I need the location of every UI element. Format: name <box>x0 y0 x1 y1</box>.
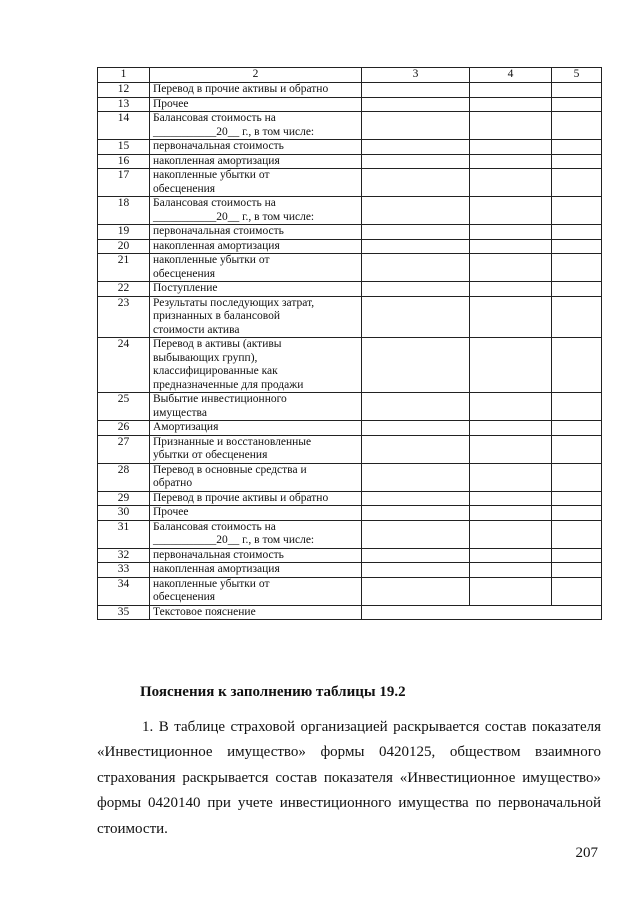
table-row <box>98 112 602 140</box>
indicator-name-cell: накопленная амортизация <box>150 239 362 254</box>
empty-merged-cell <box>362 605 602 620</box>
table-row <box>98 225 602 240</box>
empty-value-cell <box>552 463 602 491</box>
indicator-name-cell: Поступление <box>150 282 362 297</box>
indicator-name-cell: Балансовая стоимость на ___________20__ г., в том числе: <box>150 112 362 140</box>
empty-value-cell <box>552 520 602 548</box>
indicator-name-cell: Балансовая стоимость на ___________20__ г., в том числе: <box>150 197 362 225</box>
indicator-name-cell: Текстовое пояснение <box>150 605 362 620</box>
table-row <box>98 463 602 491</box>
indicator-name-cell: накопленная амортизация <box>150 563 362 578</box>
table-row <box>98 491 602 506</box>
empty-value-cell <box>552 577 602 605</box>
indicator-name-cell: накопленные убытки от обесценения <box>150 254 362 282</box>
header-cell: 2 <box>150 68 362 83</box>
empty-value-cell <box>362 112 470 140</box>
empty-value-cell <box>552 506 602 521</box>
row-number-cell: 22 <box>98 282 150 297</box>
indicator-name-cell: Перевод в основные средства и обратно <box>150 463 362 491</box>
empty-value-cell <box>362 506 470 521</box>
empty-value-cell <box>362 577 470 605</box>
indicator-name-cell: Признанные и восстановленные убытки от обесценения <box>150 435 362 463</box>
row-number-cell: 30 <box>98 506 150 521</box>
table-row <box>98 154 602 169</box>
empty-value-cell <box>470 338 552 393</box>
page-number: 207 <box>575 845 598 861</box>
table-row <box>98 338 602 393</box>
row-number-cell: 23 <box>98 296 150 338</box>
empty-value-cell <box>470 225 552 240</box>
table-row <box>98 140 602 155</box>
empty-value-cell <box>362 140 470 155</box>
empty-value-cell <box>362 548 470 563</box>
empty-value-cell <box>362 435 470 463</box>
table-row <box>98 169 602 197</box>
table-row <box>98 520 602 548</box>
empty-value-cell <box>552 239 602 254</box>
row-number-cell: 33 <box>98 563 150 578</box>
indicator-name-cell: Выбытие инвестиционного имущества <box>150 393 362 421</box>
indicator-name-cell: Перевод в активы (активы выбывающих групп), классифицированные как предназначенные для продажи <box>150 338 362 393</box>
empty-value-cell <box>552 421 602 436</box>
row-number-cell: 35 <box>98 605 150 620</box>
empty-value-cell <box>362 421 470 436</box>
row-number-cell: 34 <box>98 577 150 605</box>
table-19-2 <box>97 67 602 620</box>
empty-value-cell <box>362 225 470 240</box>
header-cell: 1 <box>98 68 150 83</box>
indicator-name-cell: накопленные убытки от обесценения <box>150 169 362 197</box>
empty-value-cell <box>552 140 602 155</box>
empty-value-cell <box>470 83 552 98</box>
indicator-name-cell: первоначальная стоимость <box>150 140 362 155</box>
row-number-cell: 21 <box>98 254 150 282</box>
empty-value-cell <box>362 197 470 225</box>
empty-value-cell <box>552 563 602 578</box>
empty-value-cell <box>470 239 552 254</box>
empty-value-cell <box>552 83 602 98</box>
row-number-cell: 18 <box>98 197 150 225</box>
table-row <box>98 97 602 112</box>
explanation-paragraph: 1. В таблице страховой организацией раскрывается состав показателя «Инвестиционное имущество» формы 0420125, обществом взаимного страхования раскрывается состав показателя «Инвестиционное имущество» формы 0420140 при учете инвестиционного имущества по первоначальной стоимости. <box>97 719 601 837</box>
table-row <box>98 239 602 254</box>
indicator-name-cell: Перевод в прочие активы и обратно <box>150 83 362 98</box>
indicator-name-cell: накопленные убытки от обесценения <box>150 577 362 605</box>
empty-value-cell <box>470 140 552 155</box>
row-number-cell: 13 <box>98 97 150 112</box>
table-row <box>98 435 602 463</box>
empty-value-cell <box>470 112 552 140</box>
empty-value-cell <box>470 563 552 578</box>
indicator-name-cell: накопленная амортизация <box>150 154 362 169</box>
table-row <box>98 197 602 225</box>
empty-value-cell <box>552 112 602 140</box>
empty-value-cell <box>552 254 602 282</box>
table-row <box>98 83 602 98</box>
empty-value-cell <box>362 393 470 421</box>
empty-value-cell <box>552 169 602 197</box>
row-number-cell: 20 <box>98 239 150 254</box>
empty-value-cell <box>362 463 470 491</box>
empty-value-cell <box>470 548 552 563</box>
empty-value-cell <box>470 254 552 282</box>
empty-value-cell <box>362 254 470 282</box>
table-header-row <box>98 68 602 83</box>
empty-value-cell <box>552 491 602 506</box>
empty-value-cell <box>470 154 552 169</box>
empty-value-cell <box>470 491 552 506</box>
empty-value-cell <box>470 296 552 338</box>
indicator-name-cell: первоначальная стоимость <box>150 548 362 563</box>
empty-value-cell <box>362 83 470 98</box>
empty-value-cell <box>470 506 552 521</box>
header-cell: 4 <box>470 68 552 83</box>
empty-value-cell <box>362 239 470 254</box>
indicator-name-cell: Прочее <box>150 97 362 112</box>
empty-value-cell <box>362 169 470 197</box>
row-number-cell: 29 <box>98 491 150 506</box>
section-title: Пояснения к заполнению таблицы 19.2 <box>140 684 406 700</box>
row-number-cell: 15 <box>98 140 150 155</box>
row-number-cell: 14 <box>98 112 150 140</box>
empty-value-cell <box>470 393 552 421</box>
empty-value-cell <box>470 421 552 436</box>
indicator-name-cell: Балансовая стоимость на ___________20__ г., в том числе: <box>150 520 362 548</box>
empty-value-cell <box>470 520 552 548</box>
row-number-cell: 12 <box>98 83 150 98</box>
row-number-cell: 27 <box>98 435 150 463</box>
empty-value-cell <box>362 491 470 506</box>
row-number-cell: 26 <box>98 421 150 436</box>
indicator-name-cell: Результаты последующих затрат, признанных в балансовой стоимости актива <box>150 296 362 338</box>
header-cell: 3 <box>362 68 470 83</box>
empty-value-cell <box>552 197 602 225</box>
row-number-cell: 25 <box>98 393 150 421</box>
table-row <box>98 577 602 605</box>
table-row <box>98 393 602 421</box>
table-row <box>98 563 602 578</box>
empty-value-cell <box>552 154 602 169</box>
row-number-cell: 16 <box>98 154 150 169</box>
empty-value-cell <box>470 435 552 463</box>
empty-value-cell <box>552 296 602 338</box>
empty-value-cell <box>470 197 552 225</box>
table-row <box>98 421 602 436</box>
empty-value-cell <box>362 282 470 297</box>
empty-value-cell <box>470 97 552 112</box>
empty-value-cell <box>362 97 470 112</box>
empty-value-cell <box>470 463 552 491</box>
row-number-cell: 31 <box>98 520 150 548</box>
indicator-name-cell: первоначальная стоимость <box>150 225 362 240</box>
row-number-cell: 17 <box>98 169 150 197</box>
table-row <box>98 506 602 521</box>
table-row <box>98 296 602 338</box>
table-row <box>98 548 602 563</box>
indicator-name-cell: Амортизация <box>150 421 362 436</box>
table-row <box>98 282 602 297</box>
empty-value-cell <box>552 548 602 563</box>
row-number-cell: 19 <box>98 225 150 240</box>
empty-value-cell <box>362 296 470 338</box>
row-number-cell: 28 <box>98 463 150 491</box>
empty-value-cell <box>362 154 470 169</box>
header-cell: 5 <box>552 68 602 83</box>
table-row <box>98 254 602 282</box>
empty-value-cell <box>362 338 470 393</box>
empty-value-cell <box>470 282 552 297</box>
empty-value-cell <box>552 225 602 240</box>
empty-value-cell <box>362 563 470 578</box>
empty-value-cell <box>552 393 602 421</box>
table-row <box>98 605 602 620</box>
row-number-cell: 24 <box>98 338 150 393</box>
empty-value-cell <box>552 282 602 297</box>
empty-value-cell <box>552 338 602 393</box>
row-number-cell: 32 <box>98 548 150 563</box>
empty-value-cell <box>470 169 552 197</box>
indicator-name-cell: Перевод в прочие активы и обратно <box>150 491 362 506</box>
empty-value-cell <box>552 97 602 112</box>
indicator-name-cell: Прочее <box>150 506 362 521</box>
empty-value-cell <box>552 435 602 463</box>
empty-value-cell <box>362 520 470 548</box>
empty-value-cell <box>470 577 552 605</box>
